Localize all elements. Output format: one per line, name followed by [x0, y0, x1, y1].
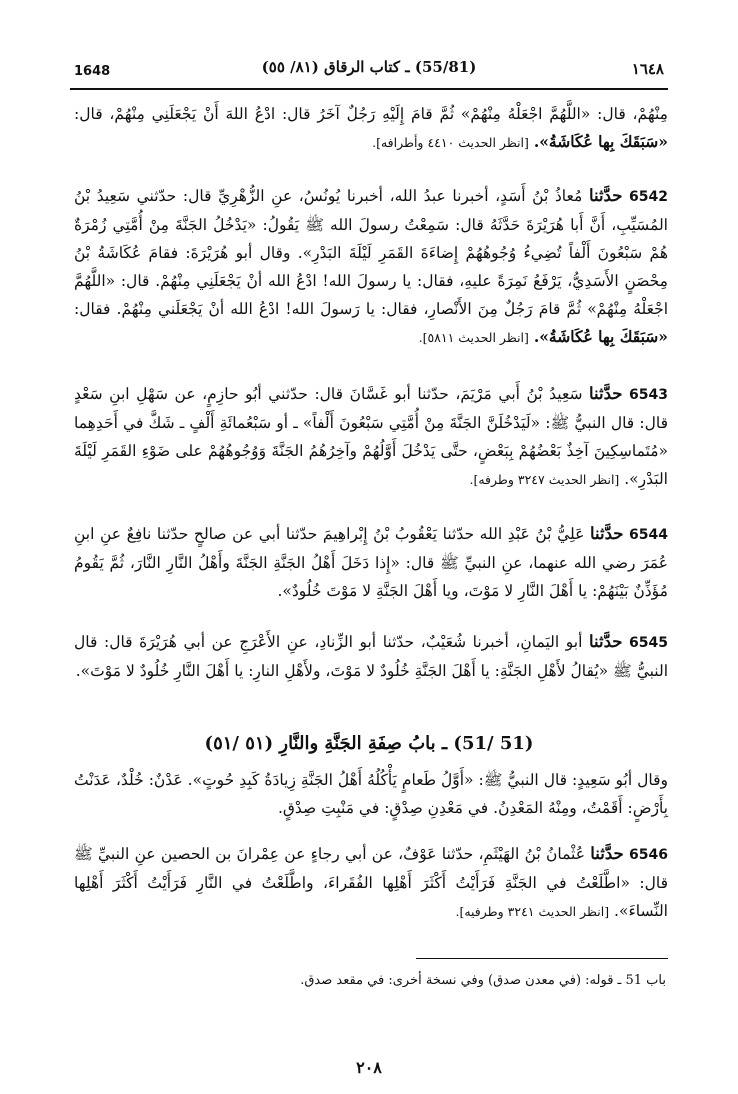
- hadith-reference: [انظر الحديث ٣٢٤٧ وطرفه].: [469, 472, 620, 487]
- hadith-6543: [74, 380, 668, 494]
- hadith-text: عُثْمانُ بْنُ الهَيْثَمِ، حدّثنا عَوْفٌ، عن أبي رجاءٍ عن عِمْرانَ بن الحصين عنِ النبيِّ ﷺ قال: «اطَّلَعْتُ في الجَنَّةِ فَرَأَيْتُ أَكْثَرَ أَهْلِها الفُقَراءَ، واطَّلَعْتُ في النَّارِ فَرَأَيْتُ أَكْثَرَ أَهْلِها النِّساءَ».: [74, 845, 668, 920]
- hadith-text: سَعِيدُ بْنُ أَبي مَرْيَمَ، حدّثنا أبو غَسَّانَ قال: حدّثني أبُو حازِمٍ، عن سَهْلِ ابنِ سَعْدٍ قال: قال النبيُّ ﷺ: «لَيَدْخُلَنَّ الجَنَّةَ مِنْ أُمَّتِي سَبْعُونَ أَلْفاً» ـ أو سَبْعُمائَةِ أَلْفٍ ـ شَكَّ في أَحَدِهِما «مُتَماسِكِينَ آخِذٌ بَعْضُهُمْ بِبَعْضٍ، حتَّى يَدْخُلَ أَوَّلُهُمْ وآخِرُهُمُ الجَنَّةَ وَوُجُوهُهُمْ على ضَوْءِ القَمَرِ لَيْلَةَ البَدْرِ».: [74, 385, 668, 488]
- hadith-number: 6545: [629, 635, 668, 651]
- page-number-arabic: ١٦٤٨: [631, 60, 664, 78]
- hadith-number: 6546: [629, 847, 668, 863]
- hadith-reference: [انظر الحديث ٣٢٤١ وطرفيه].: [455, 904, 610, 919]
- hadith-6544: [74, 520, 668, 605]
- page-number-latin: 1648: [74, 64, 111, 79]
- hadith-number: 6543: [629, 387, 668, 403]
- chapter-intro-text: وقال أبُو سَعِيدٍ: قال النبيُّ ﷺ: «أَوَّلُ طَعامٍ يَأْكُلُهُ أَهْلُ الجَنَّةِ زِيادَةُ كَبِدِ حُوتٍ». عَدْنٌ: خُلْدٌ، عَدَنْتُ بِأَرْضٍ: أَقَمْتُ، ومِنْهُ المَعْدِنُ. في مَعْدِنِ صِدْقٍ: في مَنْبِتِ صِدْقٍ.: [74, 771, 668, 817]
- chapter-heading: (51 /51) ـ بابُ صِفَةِ الجَنَّةِ والنَّارِ (٥١ /٥١): [204, 733, 534, 754]
- intro-paragraph: [74, 100, 668, 157]
- hadith-quote: «سَبَقَكَ بِها عُكَاشَةُ».: [533, 327, 668, 346]
- header-rule: [70, 88, 668, 90]
- hadith-number: 6544: [629, 527, 668, 543]
- hadith-keyword: حدَّثنا: [590, 844, 624, 863]
- intro-quote: «سَبَقَكَ بِها عُكَاشَةُ».: [533, 132, 668, 151]
- hadith-keyword: حدَّثنا: [588, 186, 623, 205]
- hadith-6542: [74, 182, 668, 352]
- hadith-6545: [74, 628, 668, 685]
- hadith-keyword: حدَّثنا: [589, 384, 623, 403]
- hadith-text: أبو اليَمانِ، أخبرنا شُعَيْبٌ، حدّثنا أبو الزِّنادِ، عنِ الأَعْرَجِ عن أبي هُرَيْرَةَ قال: قال النبيُّ ﷺ «يُقالُ لأَهْلِ الجَنَّةِ: يا أَهْلَ الجَنَّةِ خُلُودٌ لا مَوْتَ، ولأَهْلِ النارِ: يا أَهْلَ النَّارِ خُلُودٌ لا مَوْتَ».: [74, 633, 668, 680]
- intro-reference: [انظر الحديث ٤٤١٠ وأطرافه].: [372, 135, 529, 150]
- hadith-keyword: حدَّثنا: [588, 632, 623, 651]
- hadith-6546: [74, 840, 668, 926]
- hadith-text: مُعاذُ بْنُ أَسَدٍ، أخبرنا عبدُ الله، أخبرنا يُونُسُ، عنِ الزُّهْرِيِّ قال: حدّثني سَعِيدُ بْنُ المُسَيِّبِ، أَنَّ أَبا هُرَيْرَةَ حَدَّثَهُ قال: سَمِعْتُ رسولَ الله ﷺ يَقُولُ: «يَدْخُلُ الجَنَّةَ مِنْ أُمَّتِي زُمْرَةٌ هُمْ سَبْعُونَ أَلْفاً تُضِيءُ وُجُوهُهُمْ إِضاءَةَ القَمَرِ لَيْلَةَ البَدْرِ». وقال أبو هُرَيْرَةَ: فقامَ عُكَاشَةُ بْنُ مِحْصَنٍ الأَسَدِيُّ، يَرْفَعُ نَمِرَةً عليهِ، فقال: يا رسولَ الله! ادْعُ الله أنْ يَجْعَلَنِي مِنْهُمْ. قال: «اللَّهُمَّ اجْعَلْهُ مِنْهُمْ» ثُمَّ قامَ رَجُلٌ مِنَ الأَنْصارِ، فقال: يا رَسولَ الله! ادْعُ الله أنْ يَجْعَلَني مِنْهُمْ. فقال:: [74, 187, 668, 318]
- running-header: [70, 58, 668, 82]
- hadith-number: 6542: [629, 189, 668, 205]
- running-title: (55/81) ـ كتاب الرقاق (٨١/ ٥٥): [261, 58, 477, 76]
- hadith-keyword: حدَّثنا: [589, 524, 624, 543]
- intro-text: مِنْهُمْ، قال: «اللَّهُمَّ اجْعَلْهُ مِنْهُمْ» ثُمَّ قامَ إِلَيْهِ رَجُلٌ آخَرُ قال: ادْعُ اللهَ أَنْ يَجْعَلَنِي مِنْهُمْ، قال:: [74, 105, 668, 123]
- hadith-text: عَلِيُّ بْنُ عَبْدِ الله حدّثنا يَعْقُوبُ بْنُ إِبْراهِيمَ حدّثنا أبي عن صالحٍ حدّثنا نافِعٌ عنِ ابنِ عُمَرَ رضي الله عنهما، عنِ النبيِّ ﷺ قال: «إِذا دَخَلَ أَهْلُ الجَنَّةِ الجَنَّةَ وأَهْلُ النَّارِ النَّارَ، ثُمَّ يَقُومُ مُؤَذِّنٌ بَيْنَهُمْ: يا أَهْلَ النَّارِ لا مَوْتَ، ويا أَهْلَ الجَنَّةِ لا مَوْتَ خُلُودٌ».: [74, 525, 668, 600]
- page-number-footer: ٢٠٨: [356, 1058, 382, 1077]
- footnote-rule: [416, 958, 668, 959]
- chapter-intro: [74, 766, 668, 822]
- footnote: باب 51 ـ قوله: (في معدن صدق) وفي نسخة أخرى: في مقعد صدق.: [300, 973, 666, 988]
- hadith-reference: [انظر الحديث ٥٨١١].: [418, 330, 529, 345]
